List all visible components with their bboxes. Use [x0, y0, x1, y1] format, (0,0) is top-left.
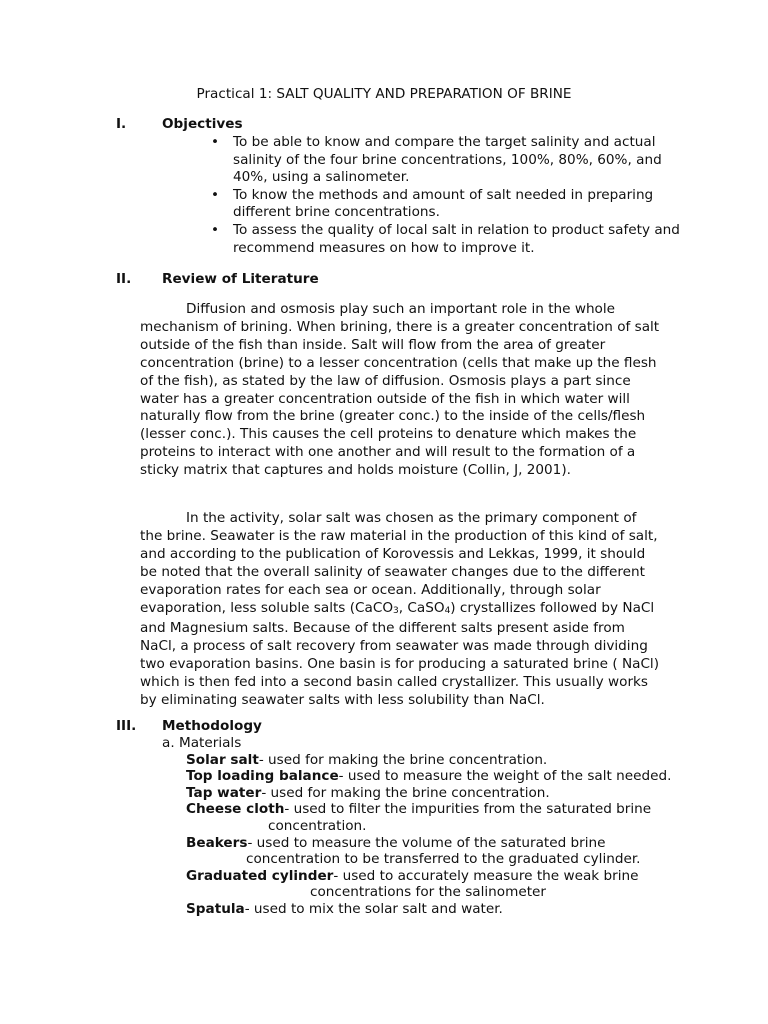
document-title: Practical 1: SALT QUALITY AND PREPARATION OF BRINE — [196, 86, 572, 102]
objective-item: • To know the methods and amount of salt needed in preparing different brine concentrations. — [211, 186, 654, 221]
objectives-list — [211, 134, 683, 257]
section-number-methodology: III. — [116, 718, 137, 734]
review-paragraph-2: In the activity, solar salt was chosen as the primary component of the brine. Seawater is the raw material in the production of this kind of salt, and according to the publication of Korovessis and Lekkas, 1999, it should be noted that the overall salinity of seawater changes due to the different evaporation rates for each sea or ocean. Additionally, through solar evaporation, less soluble salts (CaCO3, CaSO4) crystallizes followed by NaCl and Magnesium salts. Because of the different salts present aside from NaCl, a process of salt recovery from seawater was made through dividing two evaporation basins. One basin is for producing a saturated brine ( NaCl) which is then fed into a second basin called crystallizer. This usually works by eliminating seawater salts with less solubility than NaCl. — [140, 510, 660, 709]
objective-item: • To assess the quality of local salt in relation to product safety and recommend measures on how to improve it. — [211, 221, 680, 256]
material-item: Tap water- used for making the brine concentration. — [186, 784, 550, 801]
materials-list — [162, 735, 682, 918]
material-item: Graduated cylinder- used to accurately measure the weak brine concentrations for the salinometer — [186, 867, 639, 901]
materials-label: a. Materials — [162, 735, 242, 751]
material-item: Cheese cloth- used to filter the impurities from the saturated brine concentration. — [186, 801, 652, 834]
section-heading-methodology: Methodology — [162, 718, 262, 734]
material-item: Spatula- used to mix the solar salt and water. — [186, 900, 503, 917]
bullet-icon: • — [211, 186, 220, 203]
material-item: Top loading balance- used to measure the weight of the salt needed. — [186, 768, 672, 785]
bullet-icon: • — [211, 221, 220, 238]
review-paragraph-1: Diffusion and osmosis play such an important role in the whole mechanism of brining. When brining, there is a greater concentration of salt outside of the fish than inside. Salt will flow from the area of greater concentration (brine) to a lesser concentration (cells that make up the flesh of the fish), as stated by the law of diffusion. Osmosis plays a part since water has a greater concentration outside of the fish in which water will naturally flow from the brine (greater conc.) to the inside of the cells/flesh (lesser conc.). This causes the cell proteins to denature which makes the proteins to interact with one another and will result to the formation of a sticky matrix that captures and holds moisture (Collin, J, 2001). — [140, 301, 660, 479]
objective-item: • To be able to know and compare the target salinity and actual salinity of the four brine concentrations, 100%, 80%, 60%, and 40%, using a salinometer. — [211, 134, 662, 186]
section-number-objectives: I. — [116, 116, 127, 132]
material-item: Beakers- used to measure the volume of the saturated brine concentration to be transferred to the graduated cylinder. — [186, 834, 641, 868]
material-item: Solar salt- used for making the brine concentration. — [186, 751, 548, 768]
section-heading-objectives: Objectives — [162, 116, 243, 132]
section-heading-review: Review of Literature — [162, 271, 319, 287]
bullet-icon: • — [211, 134, 220, 150]
section-number-review: II. — [116, 271, 132, 287]
